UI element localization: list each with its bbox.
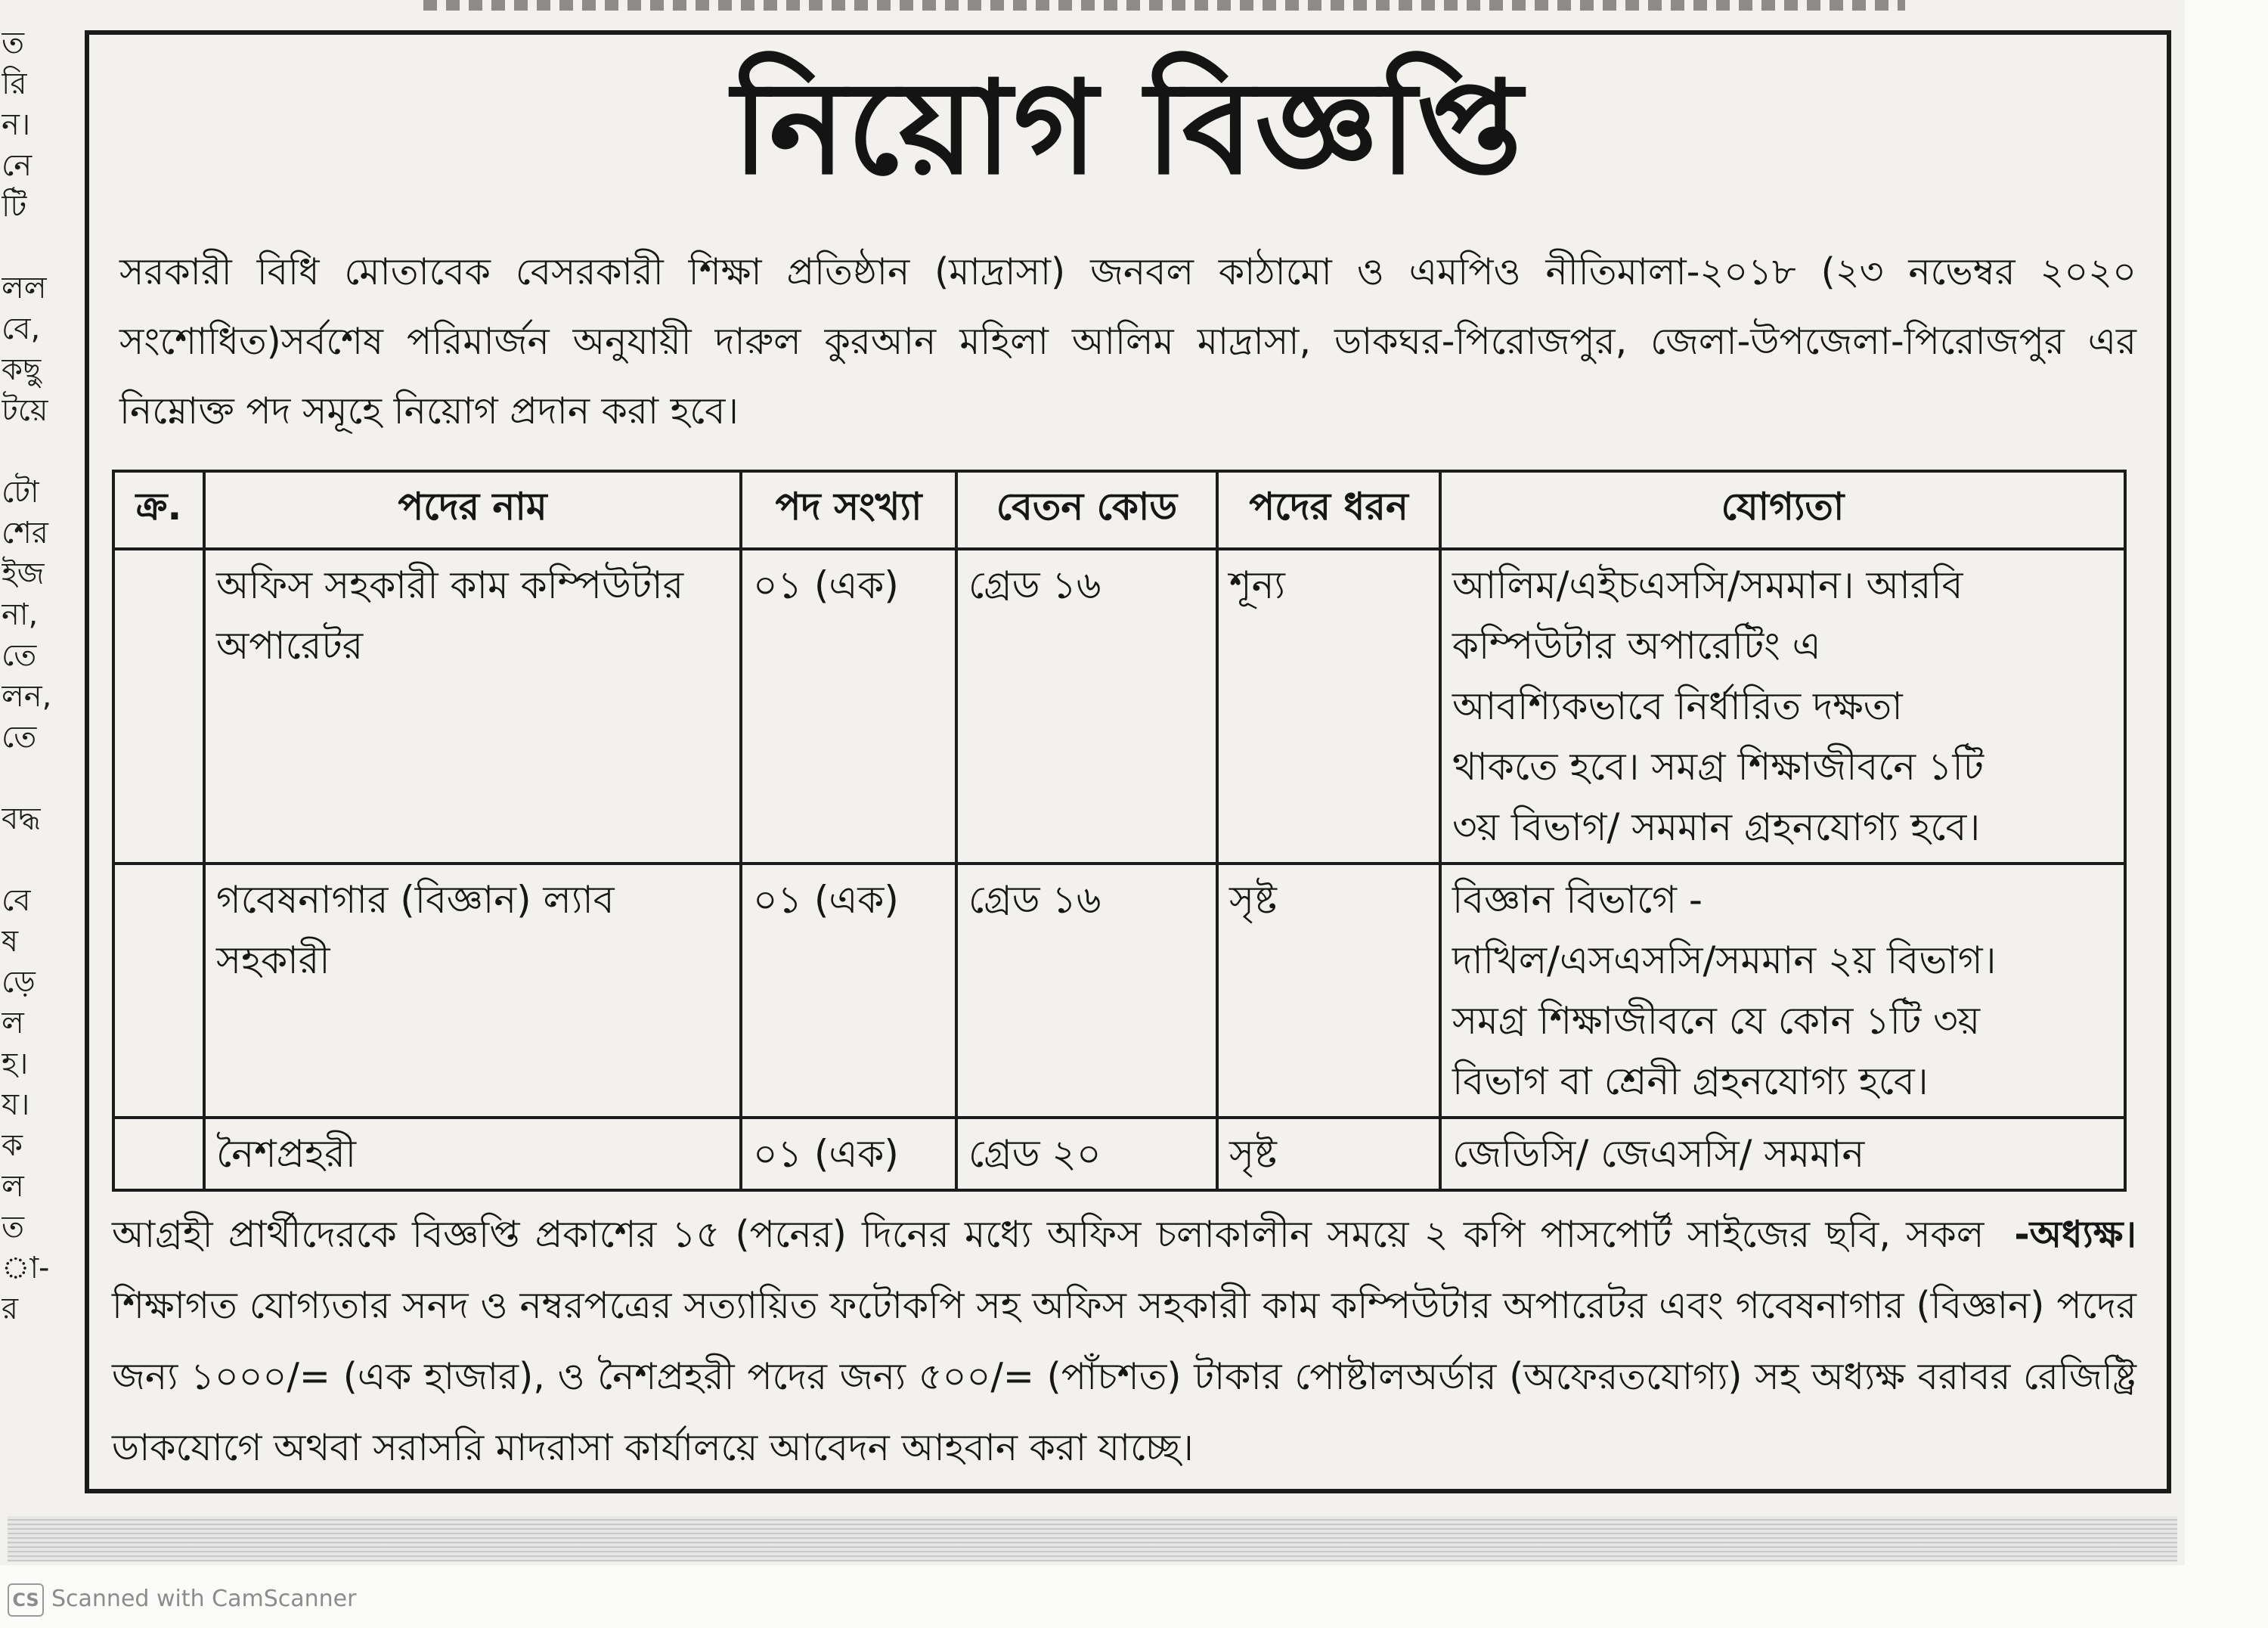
cell-post-name: গবেষনাগার (বিজ্ঞান) ল্যাব সহকারী	[204, 864, 741, 1118]
cell-post-count: ০১ (এক)	[741, 1118, 956, 1190]
left-margin-residue: ত রি ন। নে টি লল বে, কছু টয়ে টো শের ইজ না, তে লন, তে বদ্ধ বে ষ ড়ে ল হ। য। ক ল ত া- র	[2, 26, 52, 1326]
cell-post-count: ০১ (এক)	[741, 549, 956, 864]
header-qualification: যোগ্যতা	[1440, 471, 2125, 549]
table-header-row	[113, 471, 2125, 549]
cell-serial	[113, 864, 204, 1118]
job-notice-box	[85, 30, 2171, 1493]
camscanner-watermark	[8, 1577, 356, 1622]
footer-text: আগ্রহী প্রার্থীদেরকে বিজ্ঞপ্তি প্রকাশের ১৫ (পনের) দিনের মধ্যে অফিস চলাকালীন সময়ে ২ কপি পাসপোর্ট সাইজের ছবি, সকল শিক্ষাগত যোগ্যতার সনদ ও নম্বরপত্রের সত্যায়িত ফটোকপি সহ অফিস সহকারী কাম কম্পিউটার অপারেটর এবং গবেষনাগার (বিজ্ঞান) পদের জন্য ১০০০/= (এক হাজার), ও নৈশপ্রহরী পদের জন্য ৫০০/= (পাঁচশত) টাকার পোষ্টালঅর্ডার (অফেরতযোগ্য) সহ অধ্যক্ষ বরাবর রেজিষ্ট্রি ডাকযোগে অথবা সরাসরি মাদরাসা কার্যালয়ে আবেদন আহবান করা যাচ্ছে।	[112, 1213, 2136, 1469]
qualification-line: আলিম/এইচএসসি/সমমান। আরবি	[1452, 563, 1963, 607]
notice-footer	[112, 1199, 2136, 1484]
cell-post-name: নৈশপ্রহরী	[204, 1118, 741, 1190]
cell-qualification	[1440, 549, 2125, 864]
qualification-line: বিজ্ঞান বিভাগে -	[1452, 878, 1703, 922]
qualification-line: দাখিল/এসএসসি/সমমান ২য় বিভাগ।	[1452, 938, 1997, 982]
posts-table	[112, 470, 2127, 1192]
top-text-residue	[423, 0, 1905, 11]
cell-post-type: শূন্য	[1217, 549, 1440, 864]
cell-serial	[113, 549, 204, 864]
cell-post-name: অফিস সহকারী কাম কম্পিউটার অপারেটর	[204, 549, 741, 864]
qualification-line: থাকতে হবে। সমগ্র শিক্ষাজীবনে ১টি	[1452, 745, 1984, 789]
cell-pay-code: গ্রেড ১৬	[956, 864, 1217, 1118]
qualification-line: ৩য় বিভাগ/ সমমান গ্রহনযোগ্য হবে।	[1452, 805, 1981, 849]
table-row	[113, 864, 2125, 1118]
qualification-line: বিভাগ বা শ্রেনী গ্রহনযোগ্য হবে।	[1452, 1059, 1929, 1103]
table-row	[113, 1118, 2125, 1190]
header-post-name: পদের নাম	[204, 471, 741, 549]
notice-title: নিয়োগ বিজ্ঞপ্তি	[732, 52, 1524, 203]
scan-bottom-strip	[8, 1516, 2177, 1561]
table-row	[113, 549, 2125, 864]
cell-post-type: সৃষ্ট	[1217, 1118, 1440, 1190]
notice-intro: সরকারী বিধি মোতাবেক বেসরকারী শিক্ষা প্রতিষ্ঠান (মাদ্রাসা) জনবল কাঠামো ও এমপিও নীতিমালা-২০১৮ (২৩ নভেম্বর ২০২০ সংশোধিত)সর্বশেষ পরিমার্জন অনুযায়ী দারুল কুরআন মহিলা আলিম মাদ্রাসা, ডাকঘর-পিরোজপুর, জেলা-উপজেলা-পিরোজপুর এর নিম্নোক্ত পদ সমূহে নিয়োগ প্রদান করা হবে।	[119, 250, 2136, 433]
header-post-count: পদ সংখ্যা	[741, 471, 956, 549]
header-post-type: পদের ধরন	[1217, 471, 1440, 549]
qualification-line: কম্পিউটার অপারেটিং এ	[1452, 624, 1821, 668]
cell-qualification	[1440, 1118, 2125, 1190]
cell-serial	[113, 1118, 204, 1190]
cell-post-count: ০১ (এক)	[741, 864, 956, 1118]
header-serial: ক্র.	[113, 471, 204, 549]
cell-qualification	[1440, 864, 2125, 1118]
cell-post-type: সৃষ্ট	[1217, 864, 1440, 1118]
qualification-line: জেডিসি/ জেএসসি/ সমমান	[1452, 1132, 1865, 1176]
signature: -অধ্যক্ষ।	[2014, 1213, 2136, 1256]
qualification-line: আবশ্যিকভাবে নির্ধারিত দক্ষতা	[1452, 684, 1903, 728]
cell-pay-code: গ্রেড ২০	[956, 1118, 1217, 1190]
camscanner-logo-icon: CS	[8, 1583, 44, 1617]
qualification-line: সমগ্র শিক্ষাজীবনে যে কোন ১টি ৩য়	[1452, 999, 1981, 1043]
watermark-text: Scanned with CamScanner	[51, 1586, 357, 1612]
header-pay-code: বেতন কোড	[956, 471, 1217, 549]
cell-pay-code: গ্রেড ১৬	[956, 549, 1217, 864]
